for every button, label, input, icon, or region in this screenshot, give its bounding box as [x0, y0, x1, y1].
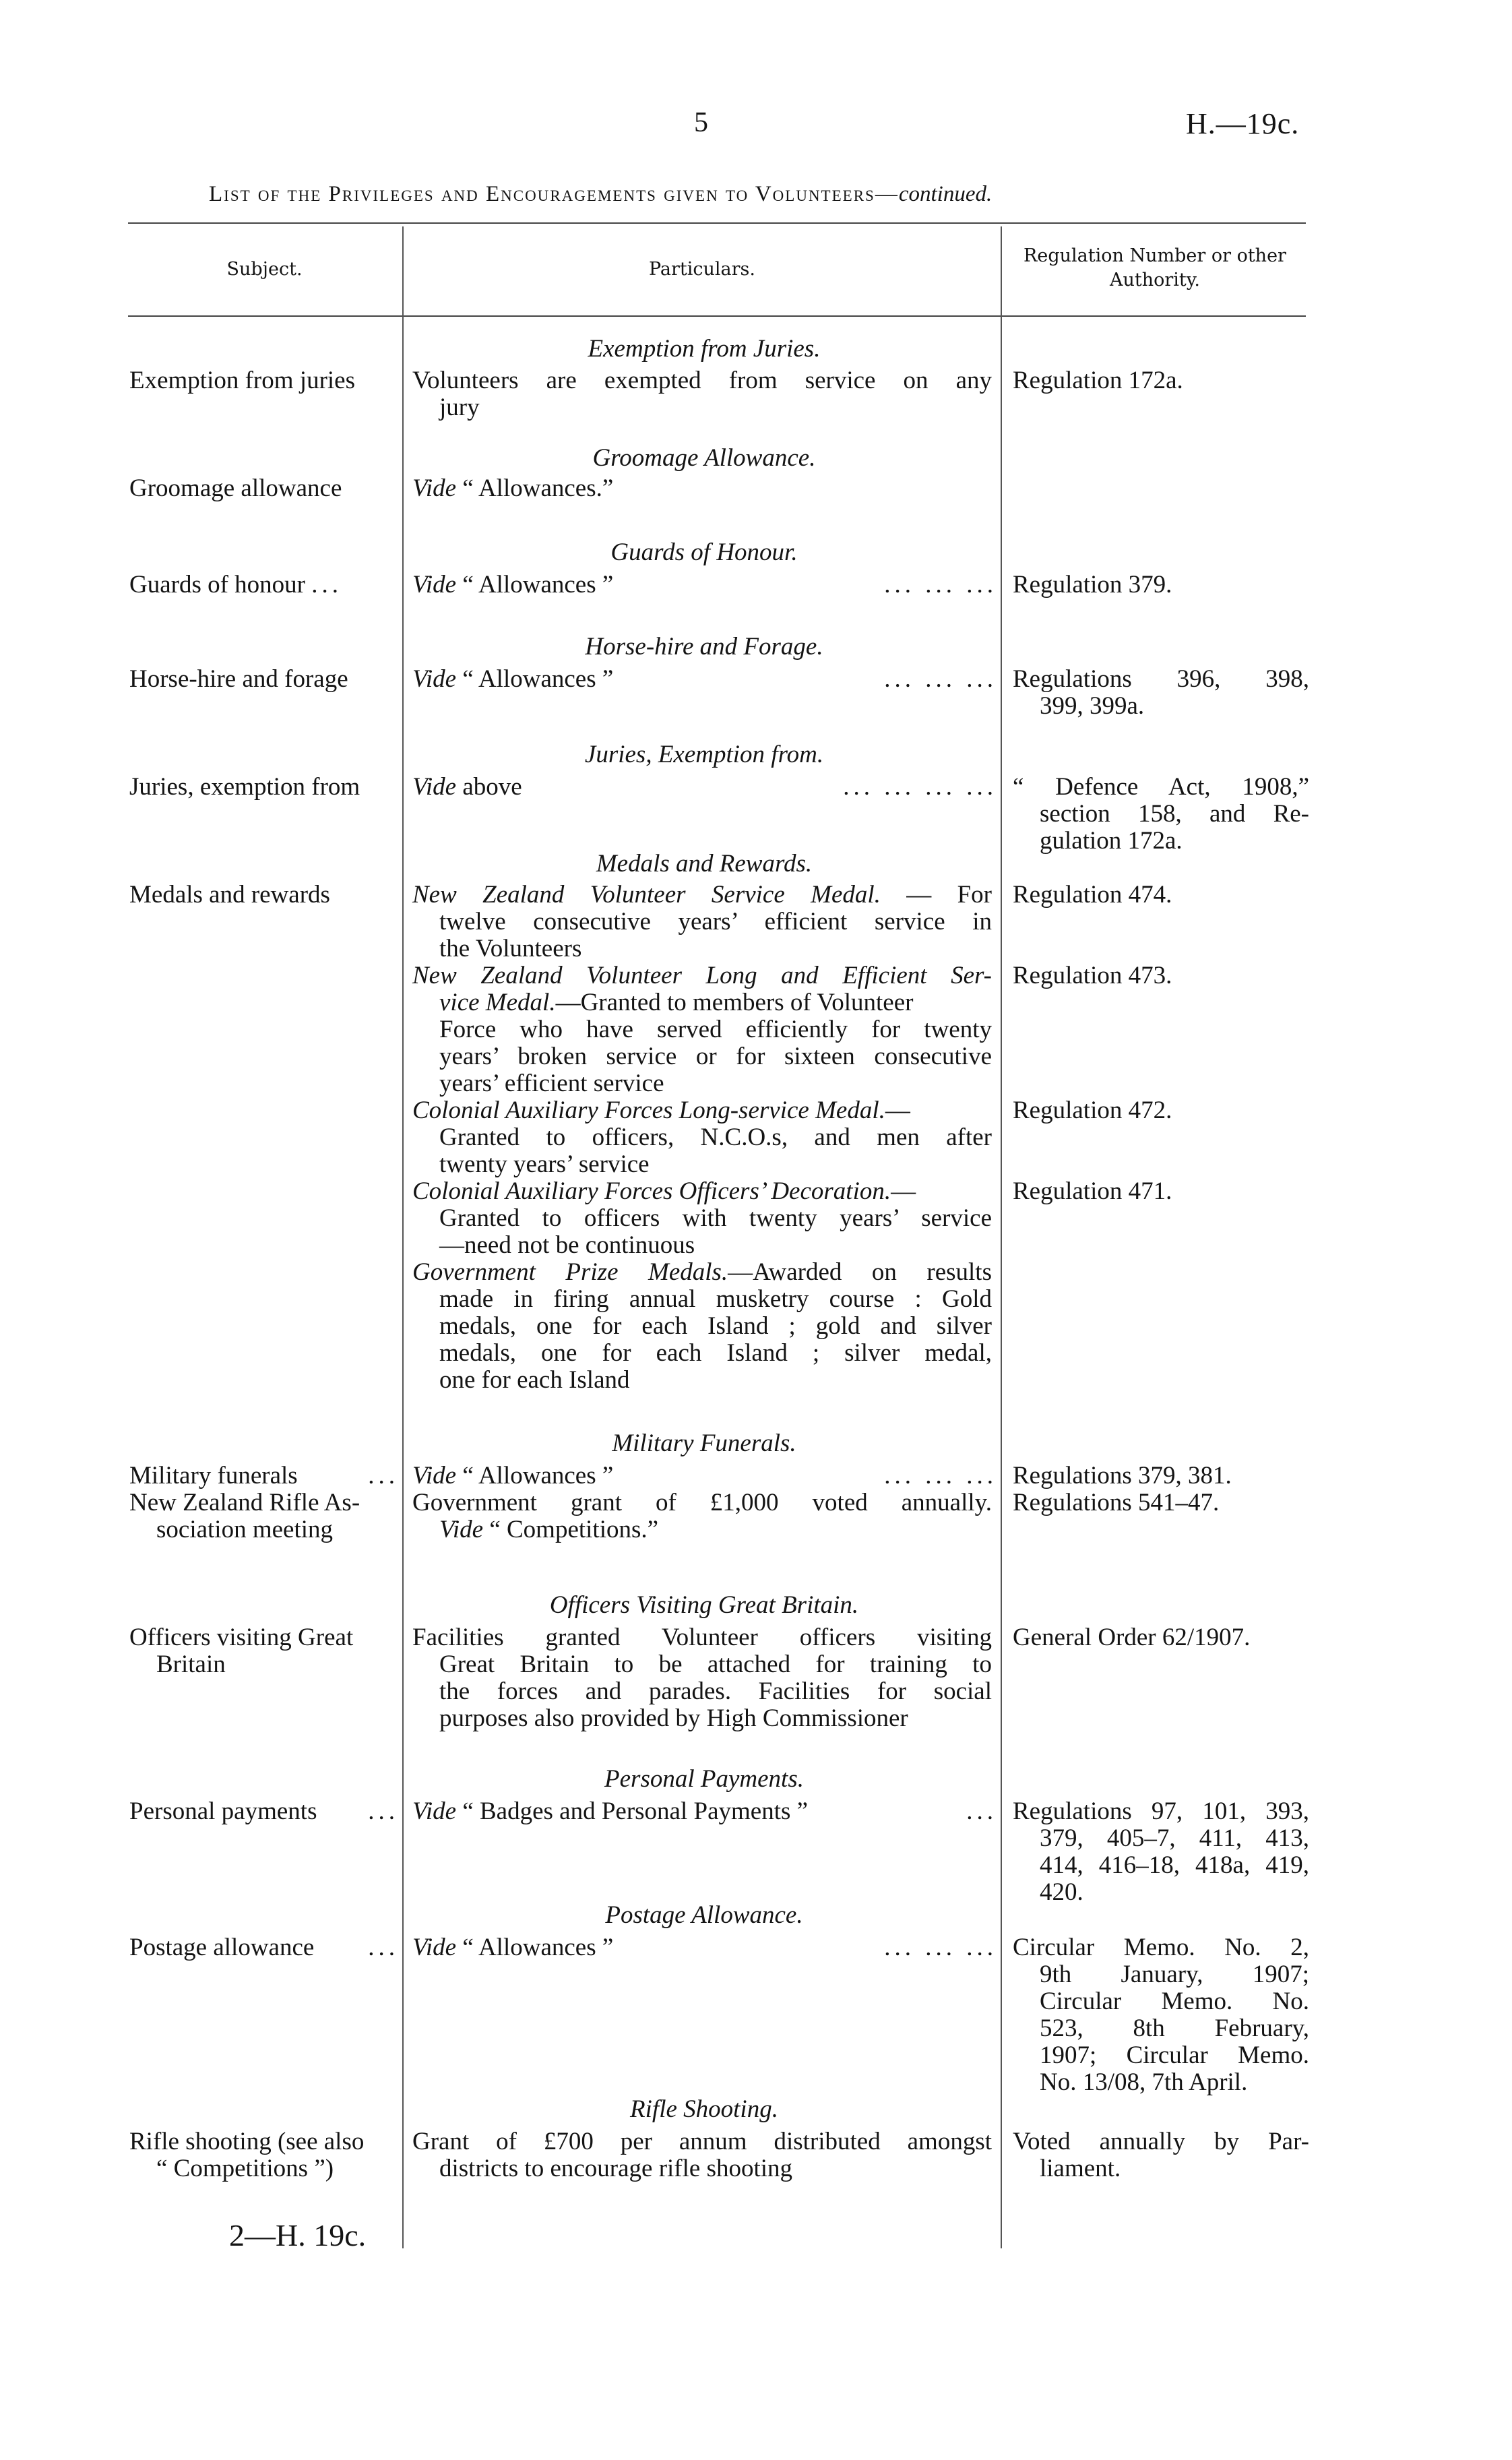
regulation-cell-cont: 420. [1040, 1878, 1083, 1906]
particulars-text: “ Allowances ” [456, 1934, 614, 1961]
regulation-cell: Regulations 396, 398, [1013, 665, 1309, 693]
column-header-regulation: Regulation Number or other Authority. [1023, 245, 1286, 290]
section-heading: Officers Visiting Great Britain. [549, 1591, 859, 1619]
medal-text-cont: made in firing annual musketry course : Gold [439, 1285, 992, 1313]
leader-dots: ... ... ... [884, 665, 997, 693]
regulation-cell: Regulation 473. [1013, 962, 1172, 989]
medal-text: —Awarded on results [728, 1258, 992, 1286]
regulation-cell-cont: 9th January, 1907; [1040, 1961, 1309, 1988]
medal-text-cont: years’ efficient service [439, 1070, 664, 1097]
medal-text: — For [880, 881, 992, 909]
subject-cell: Groomage allowance [129, 474, 342, 502]
regulation-cell-cont: 1907; Circular Memo. [1040, 2041, 1309, 2069]
particulars-text: “ Competitions.” [483, 1516, 659, 1543]
particulars-cell-cont [439, 1516, 658, 1543]
subject-text: Military funerals [129, 1462, 298, 1489]
medal-text-cont: medals, one for each Island ; silver medal, [439, 1339, 992, 1367]
regulation-cell: Regulation 471. [1013, 1177, 1172, 1205]
medal-entry [412, 1259, 992, 1286]
medal-name: Colonial Auxiliary Forces Long-service Medal. [412, 1097, 885, 1124]
section-heading: Personal Payments. [604, 1765, 804, 1793]
particulars-cell [412, 1934, 613, 1961]
medal-entry [412, 1097, 910, 1124]
medal-text-cont: —need not be continuous [439, 1231, 695, 1259]
subject-cell [129, 1798, 399, 1825]
particulars-cell [412, 475, 613, 502]
subject-cell [129, 1934, 399, 1961]
table-header-rule [128, 315, 1306, 317]
page-title [209, 182, 1287, 207]
document-reference: H.—19c. [1186, 107, 1300, 140]
subject-cell: New Zealand Rifle As- [129, 1489, 360, 1516]
regulation-cell-cont: 523, 8th February, [1040, 2015, 1309, 2042]
leader-dots: ... ... ... [884, 1462, 997, 1489]
medal-text-cont: years’ broken service or for sixteen consecutive [439, 1043, 992, 1070]
medal-name [412, 962, 992, 989]
regulation-cell: Regulation 379. [1013, 571, 1172, 598]
subject-cell-cont: sociation meeting [156, 1516, 334, 1543]
vide-word: Vide [412, 773, 457, 801]
regulation-cell-cont: 379, 405–7, 411, 413, [1040, 1824, 1309, 1852]
particulars-cell: Government grant of £1,000 voted annually. [412, 1489, 992, 1516]
subject-text: Guards of honour [129, 571, 306, 598]
regulation-cell: Voted annually by Par- [1013, 2128, 1309, 2155]
medal-dash: — [885, 1097, 910, 1124]
subject-cell [129, 572, 342, 598]
particulars-cell: Facilities granted Volunteer officers visiting [412, 1624, 992, 1651]
particulars-text: “ Allowances.” [456, 474, 614, 502]
particulars-text: above [456, 773, 522, 801]
regulation-cell-cont: section 158, and Re- [1040, 800, 1309, 828]
medal-text: —Granted to members of Volunteer [555, 989, 914, 1016]
regulation-cell: Regulations 541–47. [1013, 1489, 1220, 1516]
leader-dots: ... ... ... [884, 1934, 997, 1961]
particulars-cell [412, 1798, 808, 1825]
medal-name-line: New Zealand Volunteer Long and Efficient Ser- [412, 962, 992, 989]
leader-dots: ... ... ... [884, 571, 997, 598]
section-heading: Juries, Exemption from. [584, 741, 824, 768]
medal-text-cont: Force who have served efficiently for twenty [439, 1016, 992, 1043]
medal-text-cont: medals, one for each Island ; gold and silver [439, 1312, 992, 1340]
medal-text-cont: the Volunteers [439, 935, 582, 962]
regulation-cell: Regulation 474. [1013, 881, 1172, 909]
particulars-cell-cont: jury [439, 394, 480, 421]
subject-cell: Medals and rewards [129, 881, 330, 909]
vide-word: Vide [412, 1462, 457, 1489]
regulation-cell: Regulations 97, 101, 393, [1013, 1797, 1309, 1825]
vide-word: Vide [412, 1797, 457, 1825]
medal-name: Government Prize Medals. [412, 1258, 728, 1286]
regulation-cell-cont: 399, 399a. [1040, 692, 1145, 720]
vide-word: Vide [412, 474, 457, 502]
section-heading: Groomage Allowance. [592, 444, 816, 472]
page-number: 5 [694, 107, 708, 138]
leader-dots: ... [368, 1797, 399, 1825]
subject-text: Postage allowance [129, 1934, 315, 1961]
vide-word: Vide [412, 571, 457, 598]
leader-dots: ... ... ... ... [843, 773, 997, 801]
particulars-cell [412, 1463, 613, 1489]
table-top-rule [128, 222, 1306, 224]
regulation-cell: Regulation 472. [1013, 1097, 1172, 1124]
medal-name-line: vice Medal. [439, 989, 556, 1016]
subject-cell: Horse-hire and forage [129, 665, 348, 693]
regulation-cell-cont: liament. [1040, 2155, 1121, 2182]
column-divider-2 [1001, 226, 1002, 2248]
regulation-cell-cont: gulation 172a. [1040, 827, 1183, 855]
vide-word: Vide [412, 1934, 457, 1961]
subject-cell: Juries, exemption from [129, 773, 360, 801]
particulars-text: “ Allowances ” [456, 665, 614, 693]
medal-entry [439, 989, 992, 1016]
section-heading: Postage Allowance. [605, 1901, 803, 1929]
regulation-cell-cont: Circular Memo. No. [1040, 1988, 1309, 2015]
subject-cell: Exemption from juries [129, 367, 355, 394]
particulars-text: “ Allowances ” [456, 571, 614, 598]
medal-text-cont: Granted to officers, N.C.O.s, and men after [439, 1124, 992, 1151]
section-heading: Medals and Rewards. [596, 850, 813, 878]
page-title-main: List of the Privileges and Encouragements given to Volunteers— [209, 182, 899, 206]
particulars-text: “ Allowances ” [456, 1462, 614, 1489]
regulation-cell: Regulation 172a. [1013, 367, 1183, 394]
regulation-cell: Regulations 379, 381. [1013, 1462, 1232, 1489]
regulation-cell: Circular Memo. No. 2, [1013, 1934, 1309, 1961]
medal-text-cont: twelve consecutive years’ efficient service in [439, 908, 992, 935]
particulars-cell [412, 572, 613, 598]
printer-signature: 2—H. 19c. [229, 2218, 367, 2252]
regulation-cell-cont: No. 13/08, 7th April. [1040, 2068, 1248, 2096]
particulars-cell: Grant of £700 per annum distributed amongst [412, 2128, 992, 2155]
particulars-cell [412, 774, 522, 801]
column-header-subject: Subject. [226, 259, 303, 280]
medal-entry [412, 882, 992, 909]
medal-text-cont: twenty years’ service [439, 1150, 650, 1178]
section-heading: Horse-hire and Forage. [585, 633, 823, 660]
vide-word: Vide [439, 1516, 484, 1543]
medal-name: Colonial Auxiliary Forces Officers’ Decoration. [412, 1177, 891, 1205]
regulation-cell: “ Defence Act, 1908,” [1013, 773, 1309, 801]
subject-cell: Rifle shooting (see also [129, 2128, 365, 2155]
particulars-cell-cont: districts to encourage rifle shooting [439, 2155, 793, 2182]
medal-text-cont: Granted to officers with twenty years’ service [439, 1204, 992, 1232]
medal-entry [412, 1178, 916, 1205]
medal-dash: — [891, 1177, 916, 1205]
section-heading: Guards of Honour. [610, 539, 798, 566]
particulars-cell-cont: Great Britain to be attached for training to [439, 1651, 992, 1678]
regulation-cell-cont: 414, 416–18, 418a, 419, [1040, 1851, 1309, 1879]
leader-dots: ... [368, 1934, 399, 1961]
subject-cell: Officers visiting Great [129, 1624, 354, 1651]
column-header-particulars: Particulars. [648, 259, 756, 280]
section-heading: Military Funerals. [612, 1429, 796, 1457]
subject-cell-cont: Britain [156, 1651, 226, 1678]
particulars-cell-cont: the forces and parades. Facilities for social [439, 1678, 992, 1705]
particulars-cell: Volunteers are exempted from service on any [412, 367, 992, 394]
medal-text-cont: one for each Island [439, 1366, 630, 1394]
subject-text: Personal payments [129, 1797, 317, 1825]
subject-cell [129, 1463, 399, 1489]
leader-dots: ... [311, 571, 343, 598]
particulars-cell [412, 666, 613, 693]
vide-word: Vide [412, 665, 457, 693]
page-title-continued: continued. [898, 182, 993, 206]
particulars-text: “ Badges and Personal Payments ” [456, 1797, 809, 1825]
section-heading: Rifle Shooting. [630, 2095, 778, 2123]
leader-dots: ... [966, 1797, 997, 1825]
section-heading: Exemption from Juries. [588, 335, 821, 363]
subject-cell-cont: “ Competitions ”) [156, 2155, 334, 2182]
regulation-cell: General Order 62/1907. [1013, 1624, 1251, 1651]
leader-dots: ... [368, 1462, 399, 1489]
particulars-cell-cont: purposes also provided by High Commissioner [439, 1704, 908, 1732]
column-divider-1 [402, 226, 404, 2248]
medal-name: New Zealand Volunteer Service Medal. [412, 881, 881, 909]
